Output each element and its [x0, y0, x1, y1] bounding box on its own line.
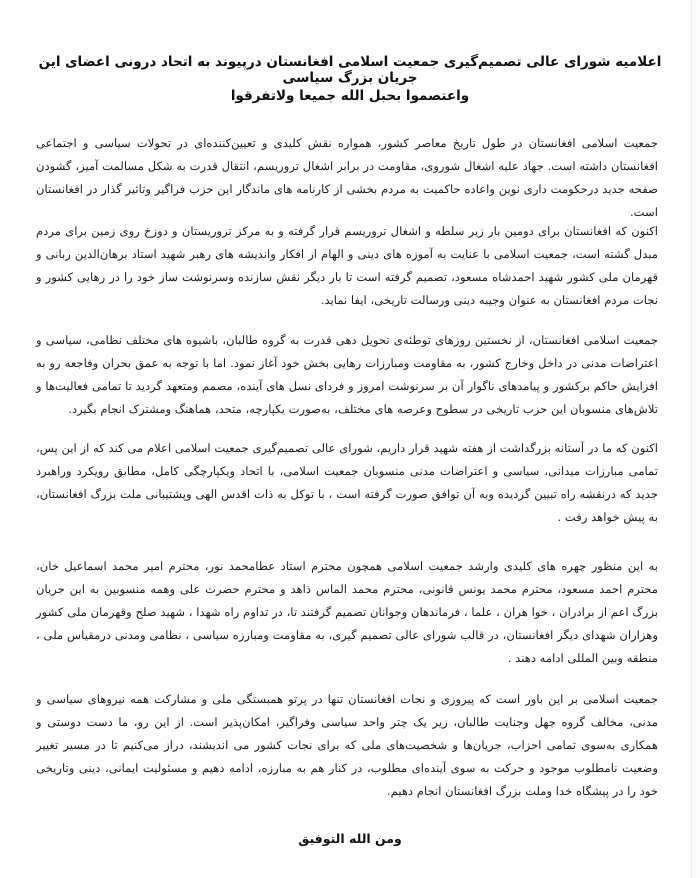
paragraph-2: اکنون که افغانستان برای دومین بار زیر سلطه و اشغال تروریسم قرار گرفته و به مرکز تروریستان و دوزخ روی زمین برای مردم مبدل گشته است، جمعیت اسلامی با عنایت به آموزه های دینی و الهام از افکار واندیشه های رهبر شهید استاد برهان‌الدین ربانی و قهرمان ملی کشور شهید احمدشاه مسعود، تصمیم گرفته است تا بار دیگر نقش سازنده وسرنوشت ساز خود را در رهایی کشور و نجات مردم افغانستان به عنوان وجیبه دینی ورسالت تاریخی، ایفا نماید.: [36, 224, 658, 307]
page-edge: [691, 0, 700, 878]
paragraph-3: جمعیت اسلامی افغانستان، از نخستین روزهای توطئه‌ی تحویل دهی قدرت به گروه طالبان، باشیوه های مختلف نظامی، سیاسی و اعتراضات مدنی در داخل وخارج کشور، به مقاومت ومبارزات رهایی بخش خود آغاز نمود. اما با توجه به عمق بحران وفاجعه رو به افزایش حاکم برکشور و پیامدهای ناگوار آن بر سرنوشت امروز و فردای نسل های آینده، مصمم ومتعهد گردید تا تمامی فعالیت‌ها و تلاش‌های منسوبان این حزب تاریخی در سطوح وعرصه های مختلف، به‌صورت یکپارچه، متحد، هماهنگ ومشترک انجام بگیرد.: [36, 333, 658, 416]
document-subtitle-verse: واعتصموا بحبل الله جمیعا ولاتفرقوا: [230, 88, 470, 104]
document-title: اعلامیه شورای عالی تصمیم‌گیری جمعیت اسلامی افغانستان درپیوند به اتحاد درونی اعضای این جریان بزرگ سیاسی: [38, 54, 662, 86]
paragraph-6: جمعیت اسلامی بر این باور است که پیروزی و نجات افغانستان تنها در پرتو همبستگی ملی و مشارکت همه نیروهای سیاسی و مدنی، مخالف گروه جهل وجنایت طالبان، زیر یک چتر واحد سیاسی وفراگیر، امکان‌پذیر است. از این رو، ما دست دوستی و همکاری به‌سوی تمامی احزاب، جریان‌ها و شخصیت‌های ملی که برای نجات کشور می اندیشند، دراز می‌کنیم تا در مسیر تغییر وضعیت نامطلوب موجود و حرکت به سوی آینده‌ای مطلوب، در کنار هم به مبارزه، ادامه دهیم و مسئولیت ایمانی، دینی وتاریخی خود را در پیشگاه خدا وملت بزرگ افغانستان انجام دهیم.: [36, 692, 658, 798]
paragraph-4: اکنون که ما در آستانه بزرگداشت از هفته شهید قرار داریم، شورای عالی تصمیم‌گیری جمعیت اسلامی اعلام می کند که از این پس، تمامی مبارزات میدانی، سیاسی و اعتراضات مدنی منسوبان جمعیت اسلامی، با اتحاد ویکپارچگی کامل، مطابق رویکرد وراهبرد جدید که درنقشه راه تبیین گردیده وبه آن توافق صورت گرفته است ، با توکل به ذات اقدس الهی وپشتیبانی ملت بزرگ افغانستان، به پیش خواهد رفت .: [36, 441, 658, 524]
paragraph-1: جمعیت اسلامی افغانستان در طول تاریخ معاصر کشور، همواره نقش کلیدی و تعیین‌کننده‌ای در تحولات سیاسی و اجتماعی افغانستان داشته است. جهاد علیه اشغال شوروی، مقاومت در برابر اشغال تروریسم، انتقال قدرت به شکل مسالمت آمیز، گشودن صفحه جدید درحکومت داری نوین واعاده حاکمیت به مردم بخشی از کارنامه های ماندگار این حزب فراگیر وتاثیر گذار در افغانستان است.: [36, 136, 658, 219]
paragraph-5: به این منظور چهره های کلیدی وارشد جمعیت اسلامی همچون محترم استاد عطامحمد نور، محترم امیر محمد اسماعیل خان، محترم احمد مسعود، محترم محمد یونس قانونی، محترم محمد الماس ذاهد و محترم حضرت علی وهمه منسوبین به این جریان بزرگ اعم از برادران ، خوا هران ، علما ، فرماندهان وجوانان تصمیم گرفتند تا، در تداوم راه شهدا ، شهید صلح وقهرمان ملی کشور وهزاران شهدای دیگر افغانستان، در قالب شورای عالی تصمیم گیری، به مقاومت ومبارزه سیاسی ، نظامی ومدنی درمقیاس ملی ، منطقه وبین المللی ادامه دهند .: [36, 559, 658, 665]
closing-line: ومن الله التوفیق: [298, 831, 402, 846]
